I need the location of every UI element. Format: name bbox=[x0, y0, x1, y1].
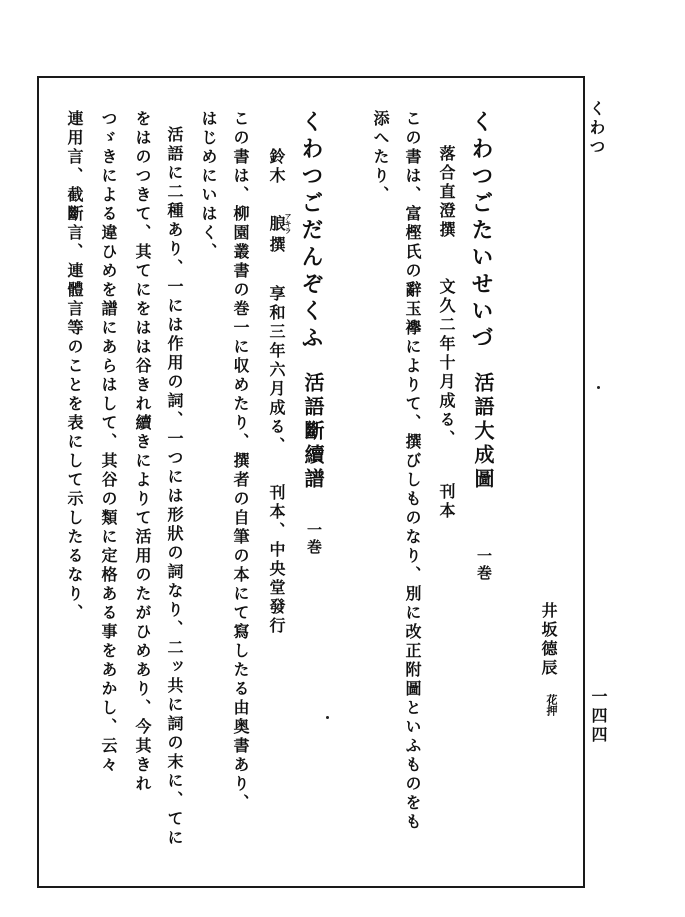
entry2-author-role: 撰 bbox=[267, 236, 286, 255]
print-speck bbox=[597, 386, 600, 389]
entry1-title-kana: くわつごたいせいづ bbox=[468, 110, 494, 353]
print-speck bbox=[326, 716, 329, 719]
entry1-volumes: 一巻 bbox=[475, 548, 493, 582]
entry2-date: 享和三年六月成る、 bbox=[267, 285, 286, 456]
entry1-edition: 刊本 bbox=[437, 483, 456, 521]
entry2-author-given: 朖 bbox=[267, 215, 286, 234]
running-head: くわつ bbox=[587, 100, 606, 157]
entry2-body-line: つゞきによる違ひめを譜にあらはして、其谷の類に定格ある事をあかし、云々 bbox=[99, 110, 118, 775]
entry2-body-line: をはのつきて、其てにをはは谷きれ續きによりて活用のたがひめあり、今其きれ bbox=[133, 110, 152, 794]
page-number: 一四四 bbox=[589, 688, 608, 745]
entry1-date: 文久二年十月成る、 bbox=[437, 278, 456, 449]
entry2-volumes: 一巻 bbox=[305, 522, 323, 556]
entry2-body-line: 活語に二種あり、一には作用の詞、一つには形狀の詞なり、二ッ共に詞の末に、てに bbox=[165, 126, 184, 848]
entry1-credit-seal: 花押 bbox=[545, 694, 558, 716]
entry1-author: 落合直澄撰 bbox=[437, 145, 456, 240]
entry1-credit-name: 井坂德辰 bbox=[539, 602, 558, 678]
entry2-body-line: はじめにいはく、 bbox=[199, 110, 218, 262]
entry1-body-line: この書は、富樫氏の辭玉襷によりて、撰びしものなり、別に改正附圖といふものをも bbox=[403, 110, 422, 832]
entry2-author-ruby: アキラ bbox=[284, 213, 293, 234]
entry1-body-line: 添へたり、 bbox=[371, 110, 390, 205]
entry2-body-line: 連用言、截斷言、連體言等のことを表にして示したるなり、 bbox=[65, 110, 84, 623]
entry2-edition: 刊本、中央堂發行 bbox=[267, 484, 286, 636]
entry2-title-kanji: 活語斷續譜 bbox=[301, 372, 325, 492]
entry2-title-kana: くわつごだんぞくふ bbox=[298, 110, 324, 353]
entry1-title-kanji: 活語大成圖 bbox=[471, 372, 495, 492]
entry2-body-line: この書は、柳園叢書の巻一に収めたり、撰者の自筆の本にて寫したる由奥書あり、 bbox=[231, 110, 250, 813]
entry2-author-name: 鈴木 bbox=[267, 148, 286, 186]
